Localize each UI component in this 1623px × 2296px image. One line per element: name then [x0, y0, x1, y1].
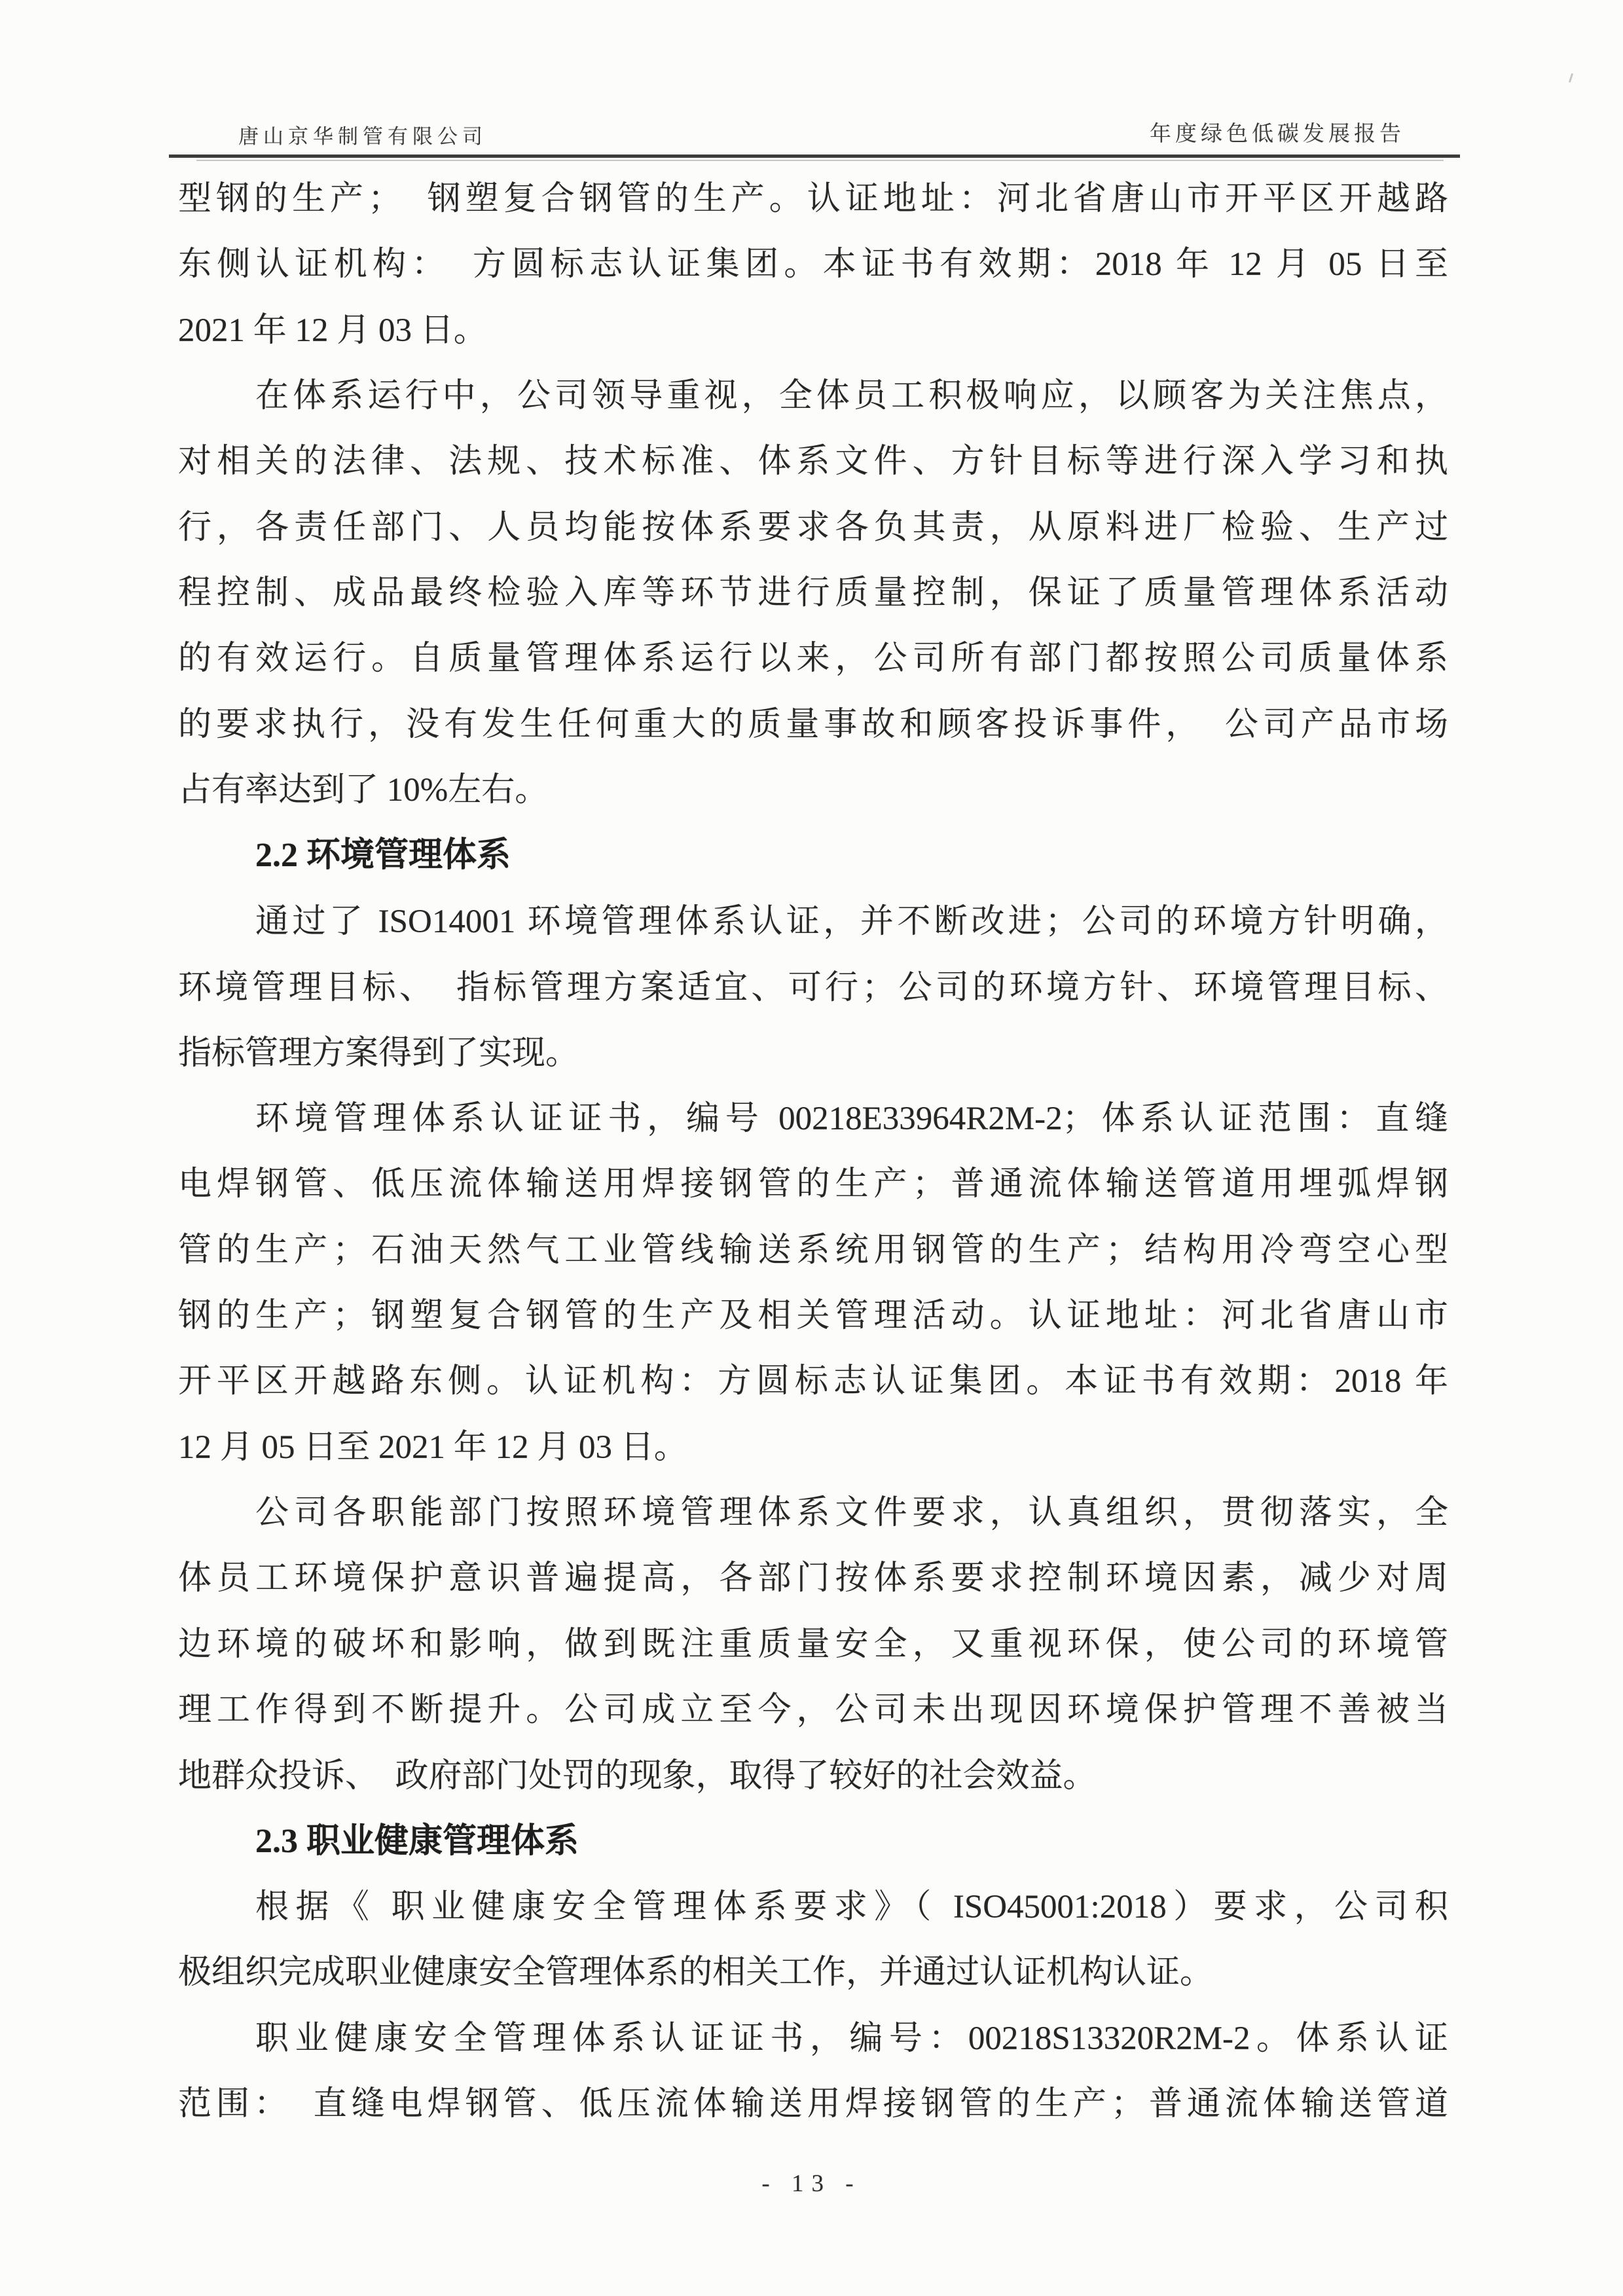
scan-artifact: [1569, 73, 1573, 82]
text-line: 对相关的法律、法规、技术标准、体系文件、方针目标等进行深入学习和执: [178, 443, 1448, 480]
text-line: 边环境的破坏和影响，做到既注重质量安全，又重视环保，使公司的环境管: [178, 1626, 1448, 1663]
text-line: 指标管理方案得到了实现。: [178, 1035, 579, 1072]
text-line: 占有率达到了 10%左右。: [178, 772, 549, 809]
text-line: 的要求执行，没有发生任何重大的质量事故和顾客投诉事件， 公司产品市场: [178, 706, 1448, 743]
text-line: 根据《 职业健康安全管理体系要求》（ ISO45001:2018）要求，公司积: [255, 1889, 1448, 1925]
text-line: 的有效运行。自质量管理体系运行以来，公司所有部门都按照公司质量体系: [178, 640, 1448, 677]
text-line: 地群众投诉、 政府部门处罚的现象，取得了较好的社会效益。: [178, 1758, 1097, 1795]
text-line: 范围： 直缝电焊钢管、低压流体输送用焊接钢管的生产；普通流体输送管道: [178, 2086, 1448, 2123]
header-company-name: 唐山京华制管有限公司: [238, 125, 487, 148]
text-line: 体员工环境保护意识普遍提高，各部门按体系要求控制环境因素，减少对周: [178, 1560, 1448, 1597]
text-line: 环境管理体系认证证书，编号 00218E33964R2M-2；体系认证范围：直缝: [255, 1101, 1448, 1137]
text-line: 职业健康安全管理体系认证证书，编号：00218S13320R2M-2。体系认证: [255, 2020, 1448, 2057]
text-line: 开平区开越路东侧。认证机构：方圆标志认证集团。本证书有效期：2018 年: [178, 1363, 1448, 1400]
text-line: 12 月 05 日至 2021 年 12 月 03 日。: [178, 1429, 687, 1466]
text-line: 2021 年 12 月 03 日。: [178, 312, 487, 349]
text-line: 公司各职能部门按照环境管理体系文件要求，认真组织，贯彻落实，全: [255, 1495, 1448, 1531]
text-line: 理工作得到不断提升。公司成立至今，公司未出现因环境保护管理不善被当: [178, 1692, 1448, 1728]
header-rule: [169, 155, 1460, 158]
page-number: - 13 -: [761, 2170, 862, 2197]
text-line: 通过了 ISO14001 环境管理体系认证，并不断改进；公司的环境方针明确，: [255, 903, 1448, 940]
text-line: 环境管理目标、 指标管理方案适宜、可行；公司的环境方针、环境管理目标、: [178, 970, 1448, 1006]
section-heading: 2.3 职业健康管理体系: [255, 1823, 579, 1860]
text-line: 程控制、成品最终检验入库等环节进行质量控制，保证了质量管理体系活动: [178, 575, 1448, 611]
header-rule-shadow: [196, 160, 1444, 161]
text-line: 型钢的生产； 钢塑复合钢管的生产。认证地址：河北省唐山市开平区开越路: [178, 181, 1448, 217]
text-line: 管的生产；石油天然气工业管线输送系统用钢管的生产；结构用冷弯空心型: [178, 1232, 1448, 1269]
text-line: 东侧认证机构： 方圆标志认证集团。本证书有效期：2018 年 12 月 05 日至: [178, 246, 1448, 283]
text-line: 在体系运行中，公司领导重视，全体员工积极响应，以顾客为关注焦点，: [255, 378, 1448, 414]
text-line: 电焊钢管、低压流体输送用焊接钢管的生产；普通流体输送管道用埋弧焊钢: [178, 1166, 1448, 1203]
text-line: 钢的生产；钢塑复合钢管的生产及相关管理活动。认证地址：河北省唐山市: [178, 1298, 1448, 1334]
header-report-title: 年度绿色低碳发展报告: [1150, 122, 1405, 146]
section-heading: 2.2 环境管理体系: [255, 837, 511, 874]
text-line: 行，各责任部门、人员均能按体系要求各负其责，从原料进厂检验、生产过: [178, 509, 1448, 546]
text-line: 极组织完成职业健康安全管理体系的相关工作，并通过认证机构认证。: [178, 1954, 1214, 1991]
